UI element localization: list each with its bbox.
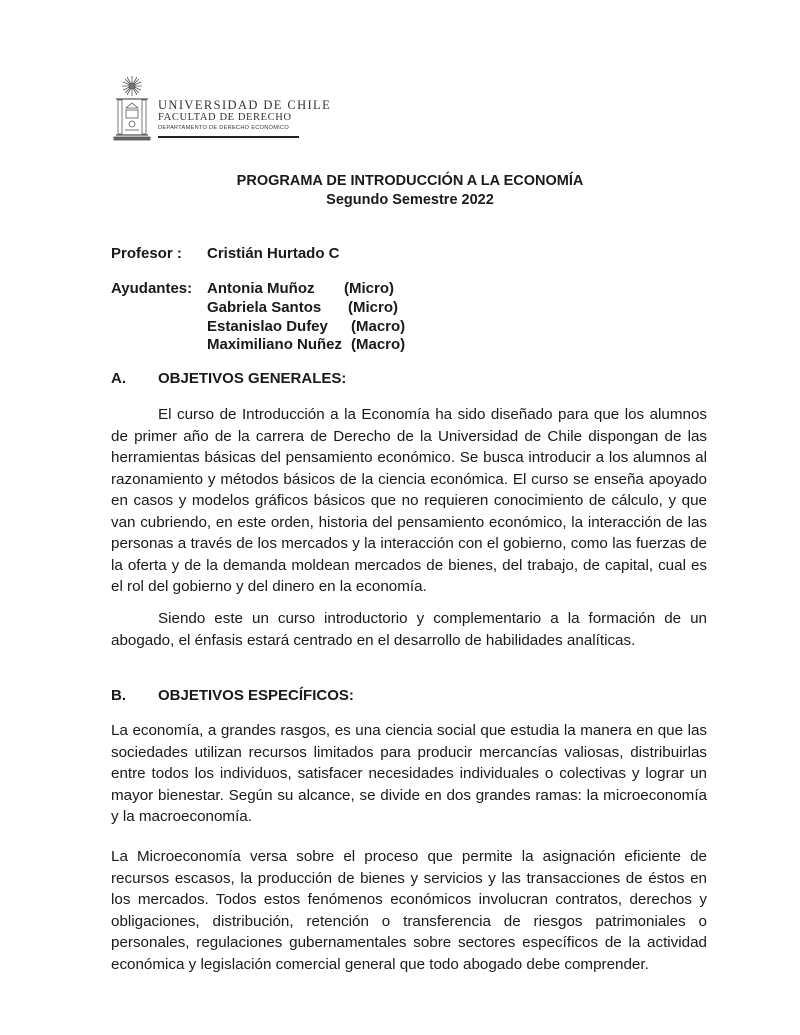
section-b-letter: B. bbox=[111, 687, 126, 704]
assistant-area: (Micro) bbox=[344, 280, 394, 297]
section-a-paragraph: Siendo este un curso introductorio y complementario a la formación de un abogado, el énfasis estará centrado en el desarrollo de habilidades analíticas. bbox=[111, 610, 707, 649]
section-a-paragraph: El curso de Introducción a la Economía ha sido diseñado para que los alumnos de primer año de la carrera de Derecho de la Universidad de Chile dispongan de las herramientas básicas del pensamiento económico. Se busca introducir a los alumnos al razonamiento y métodos básicos de la ciencia económica. El curso se enseña apoyado en casos y modelos gráficos básicos que no requieren conocimiento de cálculo, y que van cubriendo, en este orden, historia del pensamiento económico, la interacción de las personas a través de los mercados y la interacción con el gobierno, como las fuerzas de la oferta y de la demanda moldean mercados de bienes, del trabajo, de capital, cual es el rol del gobierno y del dinero en la economía. bbox=[111, 406, 707, 595]
document-title bbox=[0, 172, 800, 210]
professor-label: Profesor : bbox=[111, 245, 182, 262]
section-a-title: OBJETIVOS GENERALES: bbox=[158, 370, 347, 387]
professor-name: Cristián Hurtado C bbox=[207, 245, 340, 262]
assistant-area: (Micro) bbox=[348, 299, 398, 316]
assistant-name: Gabriela Santos bbox=[207, 299, 322, 316]
department-name: DEPARTAMENTO DE DERECHO ECONÓMICO bbox=[158, 125, 290, 131]
section-b-paragraph: La economía, a grandes rasgos, es una ciencia social que estudia la manera en que las sociedades utilizan recursos limitados para producir mercancías valiosas, distribuirlas entre todos los individuos, satisfacer necesidades individuales o colectivas y lograr un mayor bienestar. Según su alcance, se divide en dos grandes ramas: la microeconomía y la macroeconomía. bbox=[111, 722, 707, 825]
faculty-name: FACULTAD DE DERECHO bbox=[158, 112, 292, 123]
section-a-letter: A. bbox=[111, 370, 126, 387]
university-name: UNIVERSIDAD DE CHILE bbox=[158, 98, 332, 112]
section-b-paragraph: La Microeconomía versa sobre el proceso que permite la asignación eficiente de recursos escasos, la producción de bienes y servicios y las transacciones de éstos en los mercados. Todos estos fenómenos económicos involucran contratos, derechos y obligaciones, distribución, retención o transferencia de riesgos patrimoniales o personales, regulaciones gubernamentales sobre sectores específicos de la actividad económica y legislación comercial general que todo abogado debe comprender. bbox=[111, 848, 707, 973]
title-line-1: PROGRAMA DE INTRODUCCIÓN A LA ECONOMÍA bbox=[236, 173, 584, 189]
university-crest-icon bbox=[112, 74, 152, 142]
assistants-label: Ayudantes: bbox=[111, 280, 193, 297]
assistant-area: (Macro) bbox=[351, 318, 406, 335]
letterhead-text bbox=[158, 98, 331, 132]
section-a-heading bbox=[111, 369, 346, 389]
letterhead bbox=[112, 74, 332, 146]
section-b-title: OBJETIVOS ESPECÍFICOS: bbox=[158, 687, 354, 704]
letterhead-divider bbox=[158, 136, 299, 138]
assistant-name: Estanislao Dufey bbox=[207, 318, 328, 335]
section-b-heading bbox=[111, 686, 354, 706]
assistant-name: Maximiliano Nuñez bbox=[207, 336, 343, 353]
assistant-area: (Macro) bbox=[351, 336, 406, 353]
assistant-name: Antonia Muñoz bbox=[207, 280, 315, 297]
title-line-2: Segundo Semestre 2022 bbox=[326, 192, 494, 208]
